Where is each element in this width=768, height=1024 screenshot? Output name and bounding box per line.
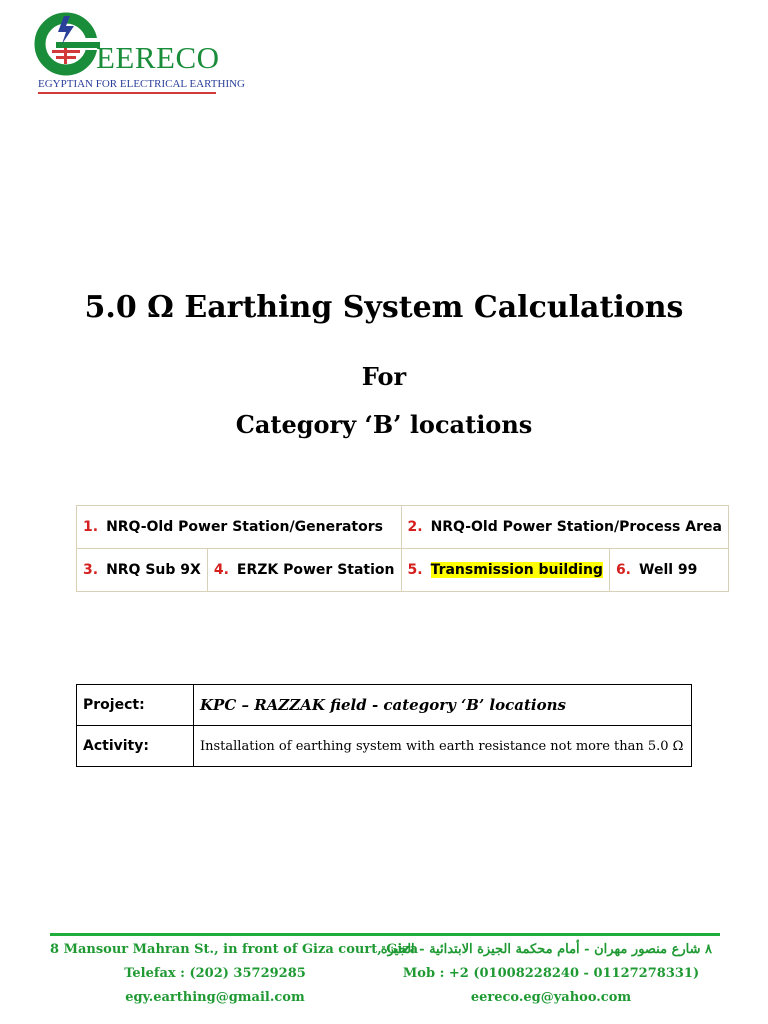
footer-divider bbox=[50, 933, 720, 936]
project-label: Project: bbox=[77, 685, 194, 726]
location-name: NRQ-Old Power Station/Generators bbox=[106, 519, 383, 535]
location-cell bbox=[207, 549, 401, 592]
location-cell bbox=[77, 549, 208, 592]
company-logo bbox=[34, 12, 246, 94]
activity-label: Activity: bbox=[77, 726, 194, 767]
footer-telefax: Telefax : (202) 35729285 bbox=[124, 966, 306, 981]
location-number: 2. bbox=[407, 519, 423, 535]
location-number: 6. bbox=[615, 562, 631, 578]
location-number: 5. bbox=[407, 562, 423, 578]
table-row bbox=[77, 549, 729, 592]
footer-address-en: 8 Mansour Mahran St., in front of Giza court, Giza bbox=[50, 942, 419, 957]
logo-tagline: EGYPTIAN FOR ELECTRICAL EARTHING bbox=[38, 78, 246, 90]
location-name-highlighted: Transmission building bbox=[430, 562, 603, 578]
location-cell bbox=[401, 549, 609, 592]
footer-email-left: egy.earthing@gmail.com bbox=[125, 990, 305, 1005]
location-cell bbox=[401, 506, 728, 549]
footer-address-ar: ٨ شارع منصور مهران - أمام محكمة الجيزة الابتدائية - الجيزة bbox=[380, 942, 712, 957]
footer-email-right: eereco.eg@yahoo.com bbox=[470, 990, 632, 1005]
project-value: KPC – RAZZAK field - category ‘B’ locations bbox=[194, 685, 692, 726]
document-title: 5.0 Ω Earthing System Calculations bbox=[84, 290, 684, 325]
earthing-emblem-icon bbox=[34, 12, 100, 76]
location-cell bbox=[609, 549, 728, 592]
location-number: 3. bbox=[83, 562, 99, 578]
locations-table bbox=[76, 505, 729, 592]
logo-wordmark: EERECO bbox=[96, 40, 220, 75]
project-table bbox=[76, 684, 692, 767]
activity-value: Installation of earthing system with earth resistance not more than 5.0 Ω bbox=[194, 726, 692, 767]
table-row bbox=[77, 685, 692, 726]
logo-underline bbox=[38, 92, 216, 94]
location-name: NRQ-Old Power Station/Process Area bbox=[430, 519, 722, 535]
subtitle-for: For bbox=[361, 362, 407, 391]
location-name: NRQ Sub 9X bbox=[106, 562, 201, 578]
footer-mobile: Mob : +2 (01008228240 - 01127278331) bbox=[402, 966, 700, 981]
table-row bbox=[77, 506, 729, 549]
location-cell bbox=[77, 506, 402, 549]
table-row bbox=[77, 726, 692, 767]
location-number: 1. bbox=[83, 519, 99, 535]
location-name: Well 99 bbox=[639, 562, 698, 578]
location-number: 4. bbox=[213, 562, 229, 578]
subtitle-category: Category ‘B’ locations bbox=[235, 410, 533, 439]
location-name: ERZK Power Station bbox=[236, 562, 395, 578]
